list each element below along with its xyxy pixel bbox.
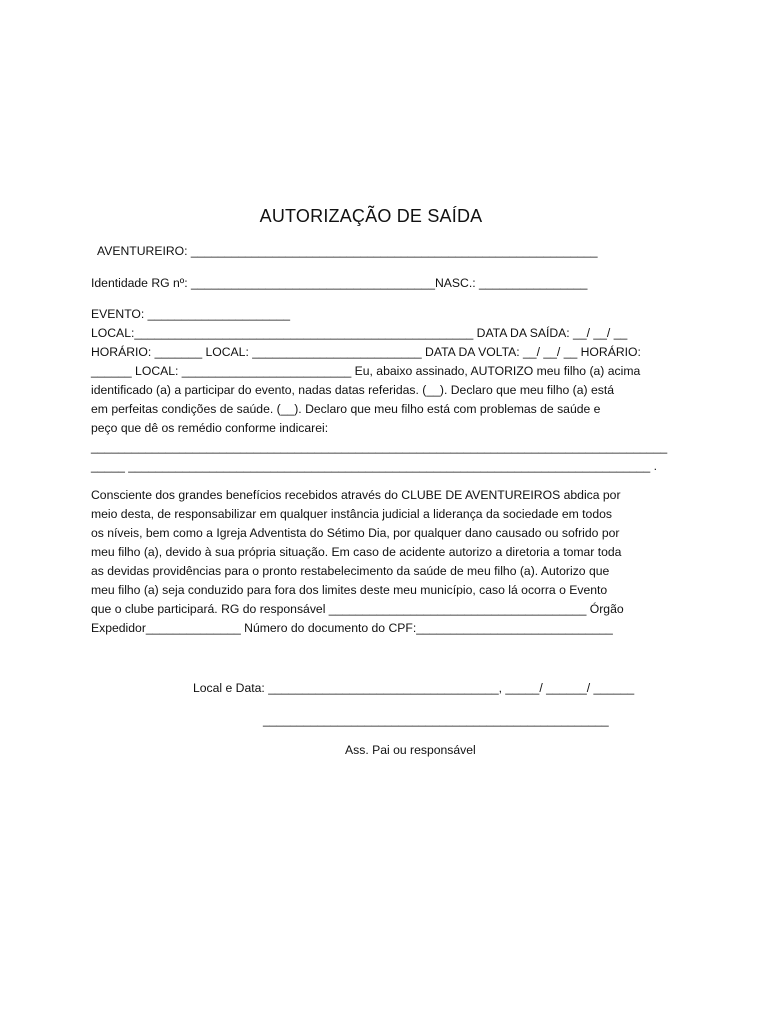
consent-line: os níveis, bem como a Igreja Adventista do Sétimo Dia, por qualquer dano causado ou sofrido por [91,526,620,540]
identidade-field: Identidade RG nº: ____________________________________NASC.: ________________ [91,276,588,290]
authorization-line: em perfeitas condições de saúde. (__). Declaro que meu filho está com problemas de saúde e [91,402,601,416]
consent-paragraph [91,486,661,638]
local-data-field: Local e Data: __________________________________, _____/ ______/ ______ [193,681,635,695]
consent-line: Expedidor______________ Número do documento do CPF:_____________________________ [91,621,613,635]
authorization-line: identificado (a) a participar do evento, nadas datas referidas. (__). Declaro que meu filho (a) está [91,383,614,397]
consent-line: meu filho (a) seja conduzido para fora dos limites deste meu município, caso lá ocorra o Evento [91,583,608,597]
consent-line: as devidas providências para o pronto restabelecimento da saúde de meu filho (a). Autorizo que [91,564,610,578]
consent-line: meu filho (a), devido à sua própria situação. Em caso de acidente autorizo a diretoria a tomar toda [91,545,622,559]
authorization-line: ______ LOCAL: _________________________ Eu, abaixo assinado, AUTORIZO meu filho (a) acima [91,364,641,378]
aventureiro-field: AVENTUREIRO: ____________________________________________________________ [97,244,598,258]
consent-line: Consciente dos grandes benefícios recebidos através do CLUBE DE AVENTUREIROS abdica por [91,488,621,502]
document-title: AUTORIZAÇÃO DE SAÍDA [259,206,483,226]
consent-line: que o clube participará. RG do responsável ______________________________________ Órgão [91,602,624,616]
horario-volta-field: HORÁRIO: _______ LOCAL: _________________________ DATA DA VOLTA: __/ __/ __ HORÁRIO: [91,345,641,359]
signature-line: ___________________________________________________ [263,713,609,727]
authorization-paragraph [91,362,668,476]
medication-blank-line: _____________________________________________________________________________________ [91,440,668,454]
medication-blank-line: _____ _____________________________________________________________________________ . [91,459,657,473]
consent-line: meio desta, de responsabilizar em qualquer instância judicial a liderança da sociedade em todos [91,507,612,521]
signature-label: Ass. Pai ou responsável [345,743,476,757]
evento-field: EVENTO: _____________________ [91,307,291,321]
local-saida-field: LOCAL:__________________________________________________ DATA DA SAÍDA: __/ __/ __ [91,326,628,340]
authorization-line: peço que dê os remédio conforme indicarei: [91,421,329,435]
